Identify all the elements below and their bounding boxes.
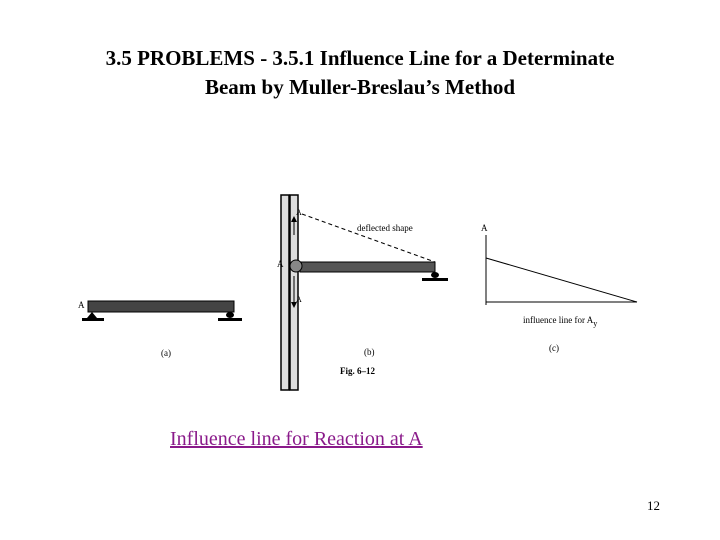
caption-b: (b) [364,347,375,357]
beam-a [82,301,242,321]
caption-a: (a) [161,348,171,358]
page-number: 12 [647,498,660,513]
label-ay-down: A [296,295,302,304]
label-influence-text: influence line for A [523,315,594,325]
roller-support-icon [431,272,439,278]
roller-support-icon [226,312,234,318]
pin-icon [290,260,302,272]
figure-6-12 [70,180,650,400]
label-a: A [78,300,85,310]
label-influence [523,316,597,328]
caption-c: (c) [549,343,559,353]
vertical-guide [281,195,289,390]
influence-line [486,258,637,302]
figure-caption: Fig. 6–12 [340,366,375,376]
slide-title-line-2: Beam by Muller-Breslau’s Method [204,75,516,99]
label-influence-sub: y [593,318,598,328]
label-ay-axis: A [481,223,488,233]
slide-title-line-1: 3.5 PROBLEMS - 3.5.1 Influence Line for a Determinate [105,46,615,70]
slide-title [40,44,680,102]
influence-line-c [486,235,637,305]
pin-support-icon [87,312,97,318]
label-deflected-shape: deflected shape [357,223,413,233]
label-ay-up: A [296,208,302,217]
influence-line-link[interactable]: Influence line for Reaction at A [170,428,423,450]
deflected-shape-line [302,214,435,262]
label-a-b: A [277,259,284,269]
